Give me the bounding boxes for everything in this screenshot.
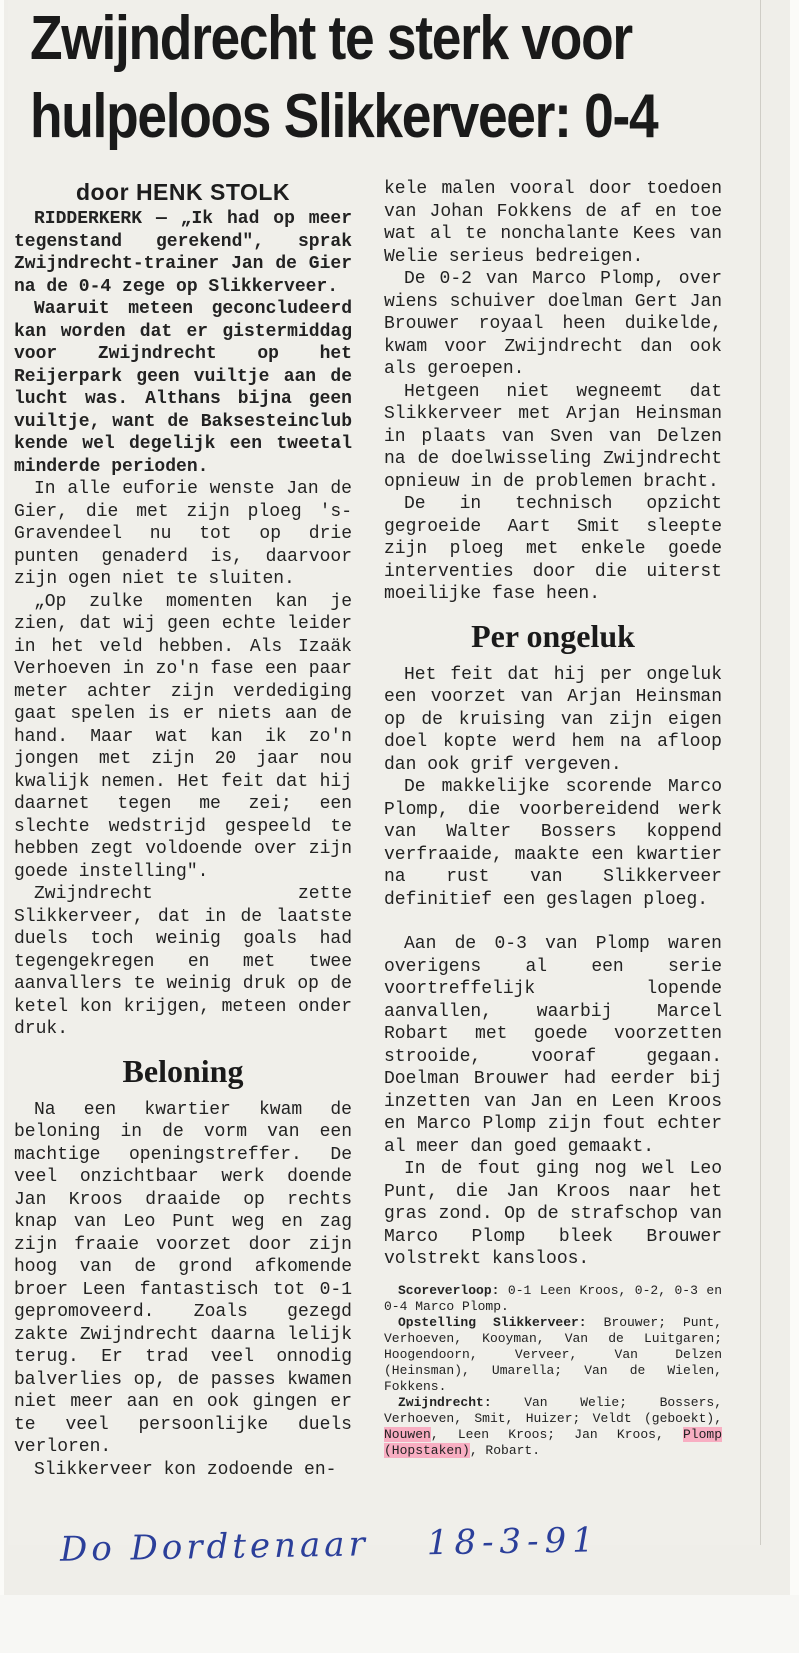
highlighted-name: Nouwen xyxy=(384,1426,431,1442)
paragraph: „Op zulke momenten kan je zien, dat wij geen echte leider in het veld hebben. Als Izaäk Verhoeven in zo'n fase een paar meter achter zijn verdediging gaat spelen is er niets aan de hand. Maar wat kan ik zo'n jongen met zijn 20 jaar nou kwalijk nemen. Het feit dat hij daarnet tegen me zei; een slechte wedstrijd gespeeld te hebben zegt voldoende over zijn goede instelling". xyxy=(14,591,352,882)
paragraph: De makkelijke scorende Marco Plomp, die voorbereidend werk van Walter Bossers koppend verfraaide, maakte een kwartier na rust van Slikkerveer definitief een geslagen ploeg. xyxy=(384,777,722,910)
score-text: 0-1 Leen Kroos, 0-2, 0-3 en 0-4 Marco Plomp. xyxy=(384,1282,722,1314)
dateline: RIDDERKERK xyxy=(34,209,143,229)
subheading-beloning: Beloning xyxy=(122,1052,244,1089)
paragraph: De 0-2 van Marco Plomp, over wiens schuiver doelman Gert Jan Brouwer royaal heen duikelde, kwam voor Zwijndrecht dan ook als geroepen. xyxy=(384,269,722,379)
handwritten-date: 18-3-91 xyxy=(426,1520,601,1564)
paragraph: Na een kwartier kwam de beloning in de vorm van een machtige openingstreffer. De veel onzichtbaar werk doende Jan Kroos draaide op rechts knap van Leo Punt weg en zag zijn fraaie voorzet door zijn hoog van de grond afkomende broer Leen fantastisch tot 0-1 gepromoveerd. Zoals gezegd zakte Zwijndrecht daarna lelijk terug. Er trad veel onnodig balverlies op, de passes kwamen niet meer aan en ook gingen er te veel persoonlijke duels verloren. xyxy=(14,1099,352,1457)
byline: door HENK STOLK xyxy=(75,179,291,205)
paragraph: kele malen vooral door toedoen van Johan Fokkens de af en toe wat al te nonchalante Kees van Welie serieus bedreigen. xyxy=(384,179,722,267)
spacer xyxy=(384,911,722,933)
paragraph xyxy=(14,208,352,298)
lineup-text: Brouwer; Punt, Verhoeven, Kooyman, Van de Luitgaren; Hoogendoorn, Verveer, Van Delzen (Heinsman), Umarella; Van de Wielen, Fokkens. xyxy=(384,1314,722,1394)
lineup-label: Zwijndrecht: xyxy=(398,1394,492,1410)
paragraph: Slikkerveer kon zodoende en- xyxy=(34,1459,337,1480)
bottom-margin xyxy=(0,1595,799,1653)
paragraph: In de fout ging nog wel Leo Punt, die Jan Kroos naar het gras zond. Op de strafschop van Marco Plomp bleek Brouwer volstrekt kansloos. xyxy=(384,1159,722,1269)
paragraph: De in technisch opzicht gegroeide Aart Smit sleepte zijn ploeg met enkele goede interventies door die uiterst moeilijke fase heen. xyxy=(384,494,722,604)
paragraph: Aan de 0-3 van Plomp waren overigens al een serie voortreffelijk lopende aanvallen, waarbij Marcel Robart met goede voorzetten strooide, vooraf gegaan. Doelman Brouwer had eerder bij inzetten van Jan en Leen Kroos en Marco Plomp zijn fout echter al meer dan goed gemaakt. xyxy=(384,934,722,1157)
lineup-text: Van Welie; Bossers, Verhoeven, Smit, Huizer; Veldt (geboekt), xyxy=(384,1394,722,1426)
paragraph: Waaruit meteen geconcludeerd kan worden dat er gistermiddag voor Zwijndrecht op het Reijerpark geen vuiltje aan de lucht was. Althans bijna geen vuiltje, want de Baksesteinclub kende wel degelijk een tweetal minderde perioden. xyxy=(14,299,352,477)
right-column xyxy=(384,178,722,1459)
left-column xyxy=(14,178,352,1481)
paragraph: Hetgeen niet wegneemt dat Slikkerveer met Arjan Heinsman in plaats van Sven van Delzen na de doelwisseling Zwijndrecht opnieuw in de problemen bracht. xyxy=(384,381,722,492)
headline-line-1: Zwijndrecht te sterk voor xyxy=(30,4,632,73)
score-label: Scoreverloop: xyxy=(398,1282,500,1298)
intro-text: — „Ik had op meer tegenstand gerekend", sprak Zwijndrecht-trainer Jan de Gier na de 0-4 zege op Slikkerveer. xyxy=(14,209,352,297)
paragraph: Zwijndrecht zette Slikkerveer, dat in de laatste duels toch weinig goals had tegengekregen en met twee aanvallers te weinig druk op de ketel kon krijgen, meteen onder druk. xyxy=(14,884,352,1039)
lineup-label: Opstelling Slikkerveer: xyxy=(398,1314,587,1330)
score-line xyxy=(384,1283,722,1315)
highlighted-name: Plomp (Hopstaken) xyxy=(384,1426,722,1458)
handwritten-source: Do Dordtenaar xyxy=(59,1524,370,1570)
headline xyxy=(30,0,658,156)
match-facts xyxy=(384,1283,722,1459)
lineup-slikkerveer xyxy=(384,1315,722,1395)
subheading-per-ongeluk: Per ongeluk xyxy=(471,617,635,654)
lineup-text: , Leen Kroos; Jan Kroos, xyxy=(430,1426,683,1442)
lineup-text: , Robart. xyxy=(469,1442,541,1458)
paragraph: Het feit dat hij per ongeluk een voorzet van Arjan Heinsman op de kruising van zijn eigen doel kopte werd hem na afloop dan ook grif vergeven. xyxy=(384,664,722,775)
headline-line-2: hulpeloos Slikkerveer: 0-4 xyxy=(30,82,658,151)
paragraph: In alle euforie wenste Jan de Gier, die met zijn ploeg 's-Gravendeel nu tot op drie punten genaderd is, daarvoor zijn ogen niet te sluiten. xyxy=(14,479,352,589)
lineup-zwijndrecht xyxy=(384,1395,722,1459)
